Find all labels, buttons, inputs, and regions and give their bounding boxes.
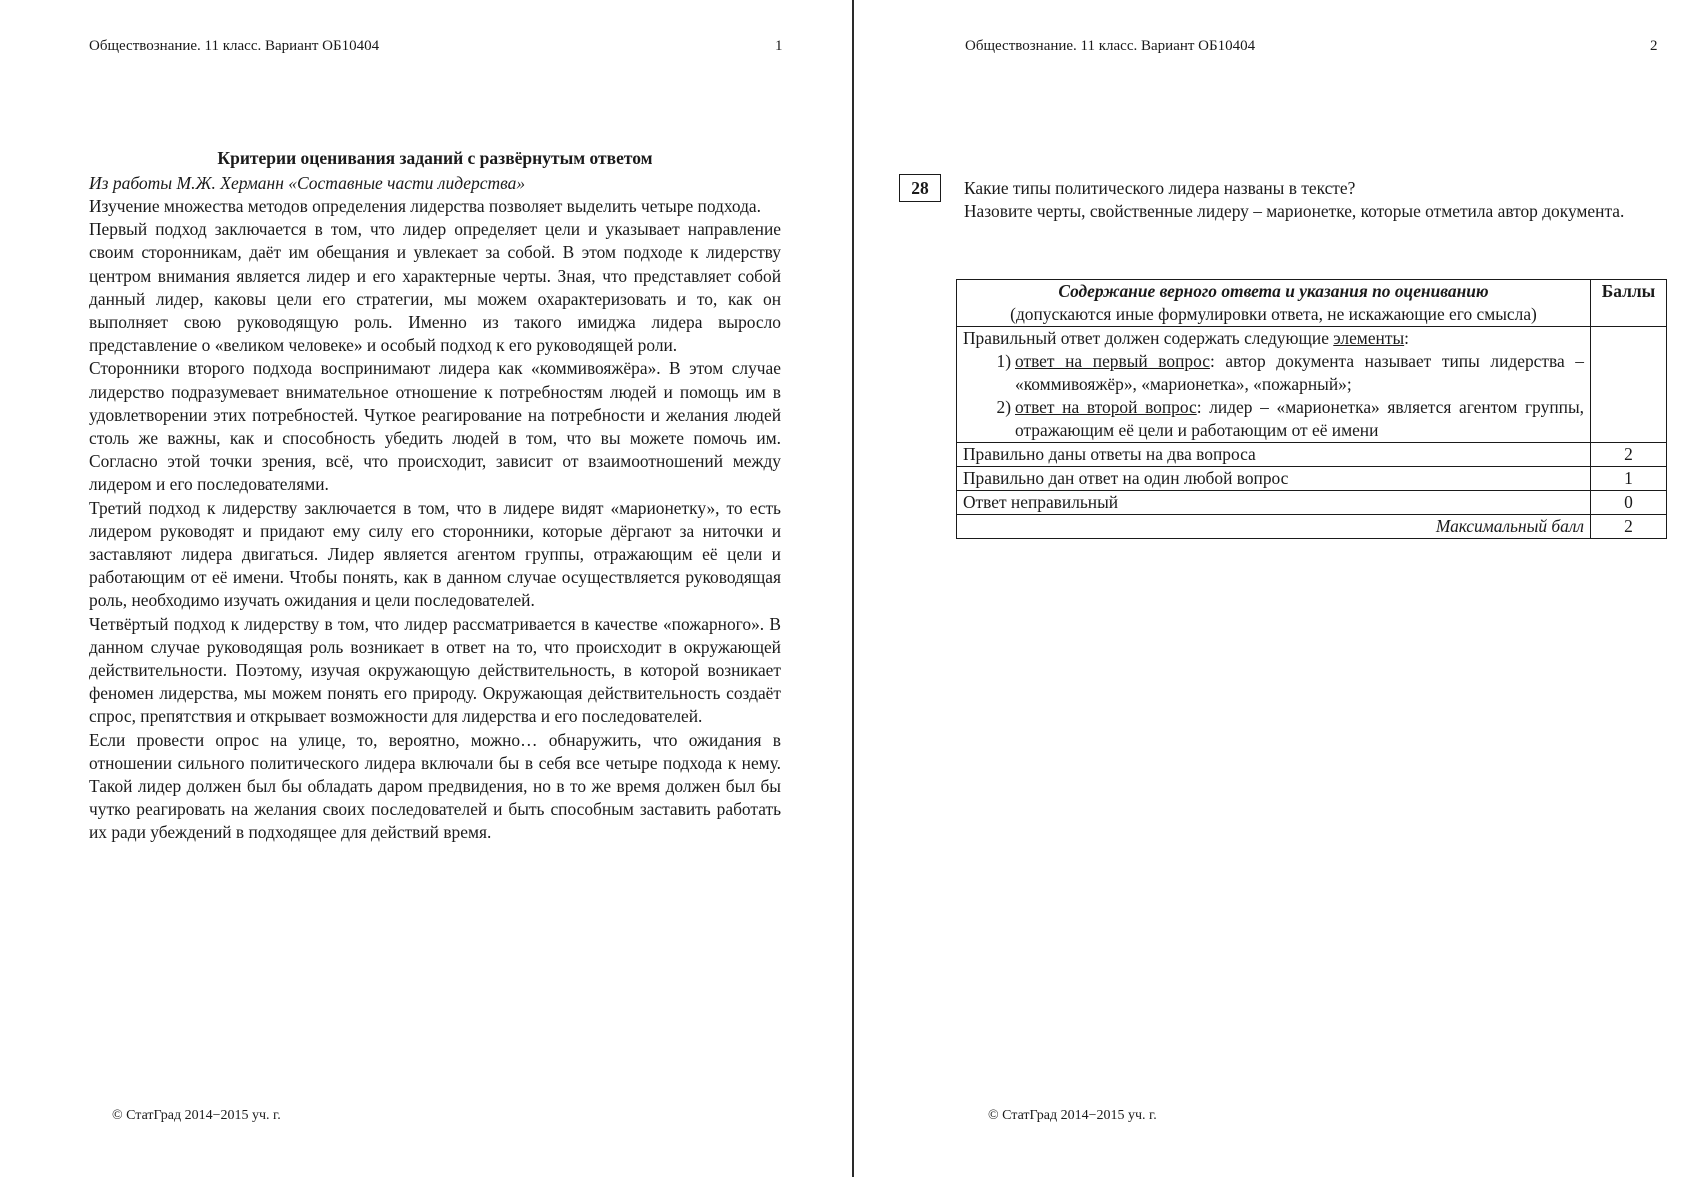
answer-intro: Правильный ответ должен содержать следующие элементы: — [963, 328, 1409, 348]
grading-table — [956, 279, 1667, 539]
question-number-box: 28 — [899, 174, 941, 202]
paragraph: Если провести опрос на улице, то, вероятно, можно… обнаружить, что ожидания в отношении сильного политического лидера включали бы в себя все четыре подхода к нему. Такой лидер должен был бы обладать даром предвидения, но в то же время должен был бы чутко реагировать на желания своих последователей и быть способным заставить работать их ради убеждений в подходящее для действий время. — [89, 729, 781, 843]
left-page — [0, 0, 852, 1177]
table-row — [957, 327, 1667, 443]
answer-element: 2) ответ на второй вопрос: лидер – «марионетка» является агентом группы, отражающим её цели и работающим от её имени — [996, 397, 1584, 440]
page-number: 1 — [775, 38, 783, 54]
table-header-row — [957, 280, 1667, 327]
header-note: (допускаются иные формулировки ответа, не искажающие его смысла) — [1010, 304, 1537, 324]
score-cell: 1 — [1591, 467, 1667, 491]
source-text — [89, 195, 781, 845]
page-footer: © СтатГрад 2014−2015 уч. г. — [112, 1108, 281, 1123]
paragraph: Изучение множества методов определения лидерства позволяет выделить четыре подхода. — [89, 196, 761, 216]
question-line: Какие типы политического лидера названы в тексте? — [964, 178, 1356, 198]
paragraph: Третий подход к лидерству заключается в том, что в лидере видят «марионетку», то есть лидером руководят и придают ему силу его сторонники, которые дёргают за ниточки и заставляют лидера двигаться. Лидер является агентом группы, отражающим её цели и работающим от её имени. Чтобы понять, как в данном случае осуществляется руководящая роль, необходимо изучать ожидания и цели последователей. — [89, 497, 781, 611]
paragraph: Сторонники второго подхода воспринимают лидера как «коммивояжёра». В этом случае лидерство подразумевает внимательное отношение к потребностям людей и помощь им в удовлетворении этих потребностей. Чуткое реагирование на потребности и желания людей столь же важны, как и способность убедить людей в том, что вы можете помочь им. Согласно этой точки зрения, всё, что происходит, зависит от взаимоотношений между лидером и его последователями. — [89, 358, 781, 495]
page-header: Обществознание. 11 класс. Вариант ОБ10404 — [965, 38, 1256, 54]
answer-element: 1) ответ на первый вопрос: автор документа называет типы лидерства – «коммивояжёр», «марионетка», «пожарный»; — [996, 351, 1584, 394]
criterion-cell: Правильно даны ответы на два вопроса — [957, 443, 1591, 467]
question-text — [964, 177, 1656, 223]
empty-score-cell — [1591, 327, 1667, 443]
header-score: Баллы — [1591, 280, 1667, 327]
table-row — [957, 443, 1667, 467]
header-title: Содержание верного ответа и указания по оцениванию — [1058, 281, 1489, 301]
table-row — [957, 467, 1667, 491]
page-number: 2 — [1650, 38, 1658, 54]
score-cell: 0 — [1591, 491, 1667, 515]
question-line: Назовите черты, свойственные лидеру – марионетке, которые отметила автор документа. — [964, 201, 1625, 221]
source-subtitle: Из работы М.Ж. Херманн «Составные части лидерства» — [89, 173, 526, 193]
paragraph: Четвёртый подход к лидерству в том, что лидер рассматривается в качестве «пожарного». В данном случае руководящая роль возникает в ответ на то, что происходит в окружающей действительности. Поэтому, изучая окружающую действительность, в которой возникает феномен лидерства, мы можем понять его природу. Окружающая действительность создаёт спрос, препятствия и открывает возможности для лидерства и его последователей. — [89, 613, 781, 727]
criterion-cell: Ответ неправильный — [957, 491, 1591, 515]
right-page — [854, 0, 1706, 1177]
table-row — [957, 491, 1667, 515]
table-header-content — [957, 280, 1591, 327]
max-score-value: 2 — [1591, 515, 1667, 539]
score-cell: 2 — [1591, 443, 1667, 467]
page-footer: © СтатГрад 2014−2015 уч. г. — [988, 1108, 1157, 1123]
max-score-label: Максимальный балл — [957, 515, 1591, 539]
page-header: Обществознание. 11 класс. Вариант ОБ10404 — [89, 38, 380, 54]
paragraph: Первый подход заключается в том, что лидер определяет цели и указывает направление своим сторонникам, даёт им обещания и увлекает за собой. В этом подходе к лидерству центром внимания является лидер и его характерные черты. Зная, что представляет собой данный лидер, каковы цели его стратегии, мы можем охарактеризовать и то, как он выполняет свою руководящую роль. Именно из такого имиджа лидера выросло представление о «великом человеке» и особый подход к его руководящей роли. — [89, 219, 781, 356]
criterion-cell: Правильно дан ответ на один любой вопрос — [957, 467, 1591, 491]
max-score-row — [957, 515, 1667, 539]
answer-elements — [957, 327, 1591, 443]
criteria-title: Критерии оценивания заданий с развёрнутым ответом — [217, 148, 653, 168]
